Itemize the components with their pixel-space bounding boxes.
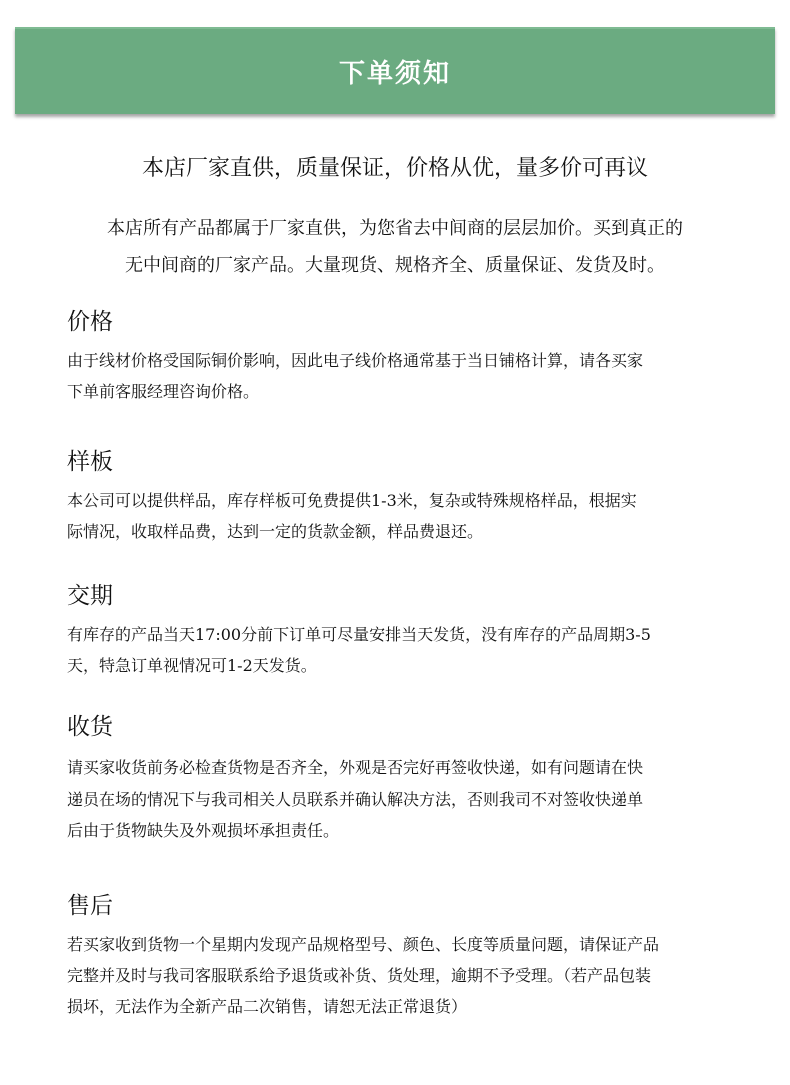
delivery-text-line: 天，特急订单视情况可1-2天发货。 bbox=[67, 656, 317, 675]
section-title-delivery: 交期 bbox=[67, 583, 113, 609]
intro-line-2: 无中间商的厂家产品。大量现货、规格齐全、质量保证、发货及时。 bbox=[125, 255, 665, 276]
price-text-line: 由于线材价格受国际铜价影响，因此电子线价格通常基于当日铺格计算，请各买家 bbox=[67, 351, 644, 370]
receiving-text-line: 请买家收货前务必检查货物是否齐全，外观是否完好再签收快递，如有问题请在快 bbox=[67, 758, 644, 777]
after-sales-text-line: 损坏，无法作为全新产品二次销售，请恕无法正常退货） bbox=[67, 997, 468, 1016]
after-sales-text-line: 若买家收到货物一个星期内发现产品规格型号、颜色、长度等质量问题，请保证产品 bbox=[67, 935, 660, 954]
sample-text-line: 际情况，收取样品费，达到一定的货款金额，样品费退还。 bbox=[67, 522, 484, 541]
section-title-after-sales: 售后 bbox=[67, 893, 113, 919]
notice-banner bbox=[15, 27, 775, 114]
section-title-receiving: 收货 bbox=[67, 714, 113, 740]
receiving-text-line: 递员在场的情况下与我司相关人员联系并确认解决方法，否则我司不对签收快递单 bbox=[67, 790, 644, 809]
price-text-line: 下单前客服经理咨询价格。 bbox=[67, 382, 260, 401]
after-sales-text-line: 完整并及时与我司客服联系给予退货或补货、货处理，逾期不予受理。（若产品包装 bbox=[67, 966, 652, 985]
receiving-text-line: 后由于货物缺失及外观损坏承担责任。 bbox=[67, 821, 340, 840]
section-title-price: 价格 bbox=[67, 309, 113, 335]
intro-line-1: 本店所有产品都属于厂家直供，为您省去中间商的层层加价。买到真正的 bbox=[107, 218, 683, 239]
sample-text-line: 本公司可以提供样品，库存样板可免费提供1-3米，复杂或特殊规格样品，根据实 bbox=[67, 491, 637, 510]
delivery-text-line: 有库存的产品当天17:00分前下订单可尽量安排当天发货，没有库存的产品周期3-5 bbox=[67, 625, 651, 644]
section-title-sample: 样板 bbox=[67, 449, 113, 475]
banner-title: 下单须知 bbox=[338, 59, 451, 89]
slogan: 本店厂家直供，质量保证，价格从优，量多价可再议 bbox=[141, 156, 648, 181]
